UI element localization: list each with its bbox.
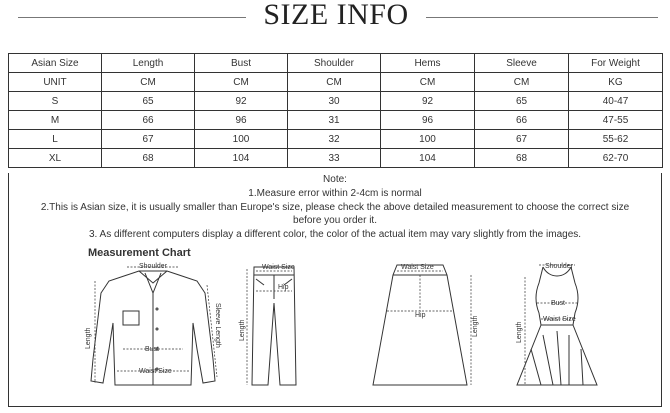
skirt-hip-label: Hip <box>415 312 426 319</box>
unit-cell: UNIT <box>9 73 102 92</box>
header-cell: Hems <box>381 54 475 73</box>
skirt-waist-label: Waist Size <box>401 264 434 271</box>
title-divider-left <box>18 17 246 18</box>
dress-shoulder-label: Shoulder <box>545 263 574 270</box>
table-cell: S <box>9 92 102 111</box>
table-cell: 104 <box>195 149 288 168</box>
table-cell: 104 <box>381 149 475 168</box>
table-row <box>9 149 663 168</box>
table-cell: 62-70 <box>569 149 663 168</box>
header <box>0 0 670 36</box>
unit-cell: CM <box>195 73 288 92</box>
table-cell: 65 <box>475 92 569 111</box>
page-title: SIZE INFO <box>263 0 409 31</box>
header-cell: Asian Size <box>9 54 102 73</box>
pants-hip-label: Hip <box>278 284 289 291</box>
skirt-diagram <box>367 259 487 394</box>
pants-diagram <box>234 259 309 394</box>
table-row <box>9 130 663 149</box>
unit-row <box>9 73 663 92</box>
skirt-length-label: Length <box>472 315 479 337</box>
header-cell: Bust <box>195 54 288 73</box>
table-cell: 96 <box>381 111 475 130</box>
table-header-row <box>9 54 663 73</box>
title-divider-right <box>426 17 658 18</box>
table-cell: L <box>9 130 102 149</box>
measurement-chart-title: Measurement Chart <box>88 247 191 259</box>
table-row <box>9 92 663 111</box>
unit-cell: CM <box>381 73 475 92</box>
dress-diagram <box>501 259 611 394</box>
table-cell: 66 <box>102 111 195 130</box>
note-line-3: 3. As different computers display a different color, the color of the actual item may vary slightly from the images. <box>88 229 582 240</box>
pants-length-label: Length <box>239 319 246 341</box>
table-row <box>9 111 663 130</box>
note-heading: Note: <box>323 174 347 185</box>
table-cell: 31 <box>288 111 381 130</box>
pants-waist-label: Waist Size <box>262 264 295 271</box>
table-cell: 66 <box>475 111 569 130</box>
header-cell: Shoulder <box>288 54 381 73</box>
header-cell: For Weight <box>569 54 663 73</box>
note-line-1: 1.Measure error within 2-4cm is normal <box>248 188 422 199</box>
shirt-diagram <box>81 259 231 394</box>
size-table <box>8 53 663 168</box>
unit-cell: CM <box>102 73 195 92</box>
table-cell: 100 <box>381 130 475 149</box>
table-cell: 68 <box>475 149 569 168</box>
shirt-sleeve-label: Sleeve Length <box>214 303 221 348</box>
table-cell: 30 <box>288 92 381 111</box>
shirt-bust-label: Bust <box>145 346 160 353</box>
shirt-length-label: Length <box>85 327 92 349</box>
table-cell: 68 <box>102 149 195 168</box>
note-line-2b: before you order it. <box>293 215 377 226</box>
unit-cell: CM <box>475 73 569 92</box>
shirt-waist-label: Waist Size <box>139 368 172 375</box>
table-cell: 33 <box>288 149 381 168</box>
table-cell: 92 <box>195 92 288 111</box>
notes-panel <box>8 173 662 407</box>
table-cell: 47-55 <box>569 111 663 130</box>
table-cell: 40-47 <box>569 92 663 111</box>
shirt-shoulder-label: Shoulder <box>139 263 168 270</box>
table-cell: 65 <box>102 92 195 111</box>
table-cell: XL <box>9 149 102 168</box>
table-cell: 67 <box>102 130 195 149</box>
header-cell: Length <box>102 54 195 73</box>
unit-cell: KG <box>569 73 663 92</box>
table-cell: 92 <box>381 92 475 111</box>
table-cell: 100 <box>195 130 288 149</box>
dress-bust-label: Bust <box>551 300 566 307</box>
table-cell: 55-62 <box>569 130 663 149</box>
dress-length-label: Length <box>516 321 523 343</box>
unit-cell: CM <box>288 73 381 92</box>
header-cell: Sleeve <box>475 54 569 73</box>
table-cell: M <box>9 111 102 130</box>
table-cell: 32 <box>288 130 381 149</box>
table-cell: 67 <box>475 130 569 149</box>
table-cell: 96 <box>195 111 288 130</box>
dress-waist-label: Waist Size <box>543 316 576 323</box>
note-line-2a: 2.This is Asian size, it is usually smaller than Europe's size, please check the above detailed measurement to choose the correct size <box>40 202 630 213</box>
